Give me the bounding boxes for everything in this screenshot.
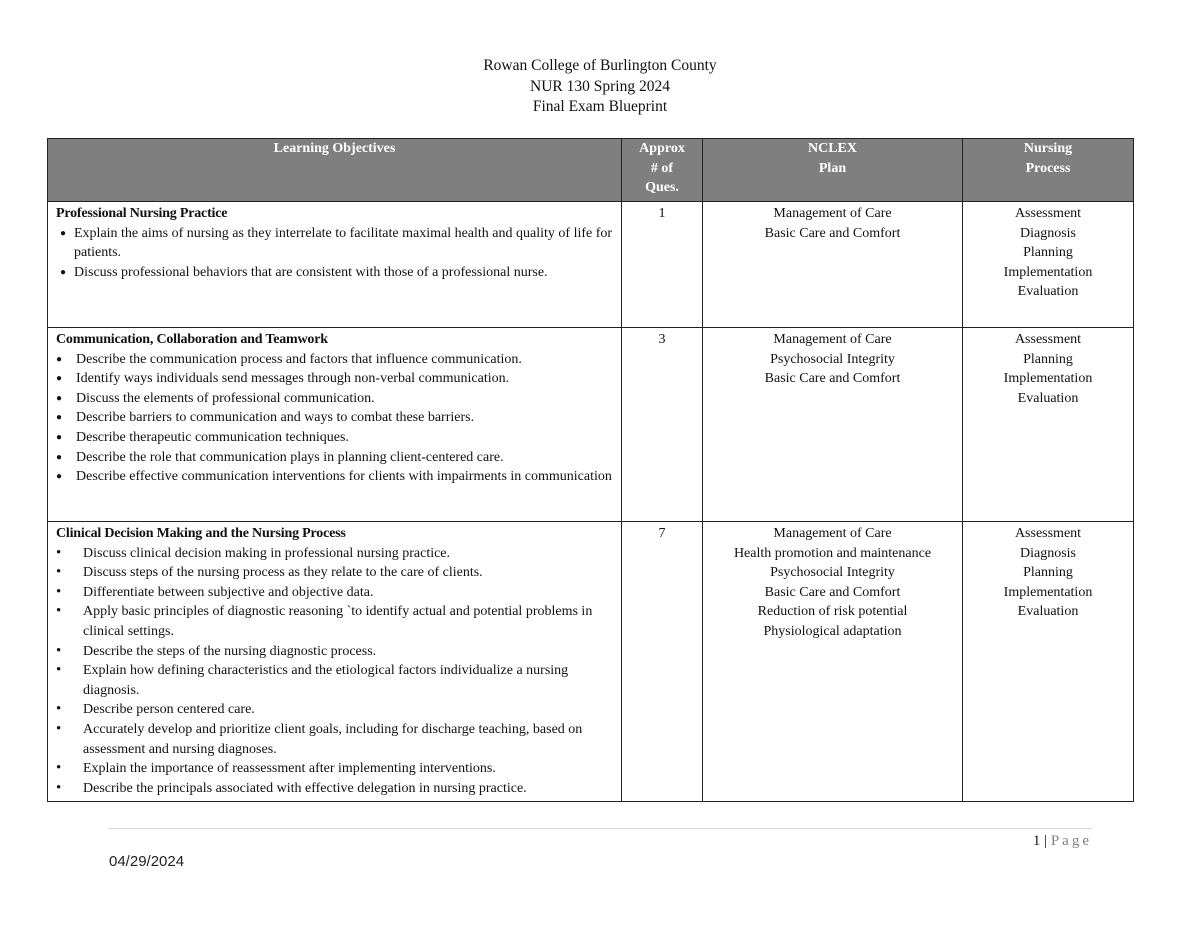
list-item: ● Identify ways individuals send messages through non-verbal communication.	[56, 369, 615, 389]
approx-questions-cell: 3	[622, 328, 703, 522]
nclex-item: Health promotion and maintenance	[733, 545, 932, 561]
process-item: Assessment	[1014, 332, 1082, 347]
header-learning-objectives: Learning Objectives	[48, 139, 622, 202]
table-row	[48, 522, 1134, 802]
process-item: Planning	[1023, 245, 1073, 261]
list-item: • Apply basic principles of diagnostic reasoning `to identify actual and potential problems in clinical settings.	[56, 602, 615, 641]
page-label: Page	[1050, 833, 1092, 849]
nclex-plan-cell	[703, 202, 963, 328]
process-item: Assessment	[1014, 526, 1082, 541]
nclex-item: Management of Care	[773, 526, 892, 541]
process-item: Evaluation	[1017, 604, 1079, 620]
nclex-item: Physiological adaptation	[763, 623, 902, 639]
header-approx-line1: Approx	[639, 141, 685, 156]
list-item: ● Describe therapeutic communication techniques.	[56, 428, 615, 448]
section-title: Professional Nursing Practice	[56, 206, 228, 221]
process-item: Implementation	[1003, 584, 1093, 600]
list-item: • Describe the principals associated with effective delegation in nursing practice.	[56, 779, 615, 799]
process-item: Evaluation	[1017, 284, 1079, 300]
nclex-item: Reduction of risk potential	[757, 604, 908, 620]
nclex-item: Basic Care and Comfort	[764, 584, 901, 600]
list-item: ● Explain the aims of nursing as they interrelate to facilitate maximal health and quality of life for patients.	[56, 224, 615, 263]
footer-date: 04/29/2024	[109, 853, 185, 870]
list-item: • Discuss clinical decision making in professional nursing practice.	[56, 544, 615, 564]
process-item: Planning	[1023, 351, 1073, 367]
footer-divider	[108, 828, 1093, 829]
list-item: ● Discuss the elements of professional communication.	[56, 389, 615, 409]
exam-blueprint-table	[47, 138, 1134, 802]
list-item: • Explain how defining characteristics and the etiological factors individualize a nursing diagnosis.	[56, 661, 615, 700]
objective-list	[56, 224, 615, 283]
process-item: Assessment	[1014, 206, 1082, 221]
list-item: • Describe person centered care.	[56, 700, 615, 720]
list-item: ● Describe the role that communication plays in planning client-centered care.	[56, 448, 615, 468]
list-item: ● Describe the communication process and factors that influence communication.	[56, 350, 615, 370]
college-name: Rowan College of Burlington County	[483, 57, 717, 74]
process-item: Planning	[1023, 565, 1073, 581]
course-title: NUR 130 Spring 2024	[530, 77, 670, 95]
header-approx-line3: Ques.	[645, 180, 679, 196]
page-number-separator: |	[1044, 833, 1048, 849]
approx-questions-cell: 7	[622, 522, 703, 802]
nursing-process-cell	[963, 328, 1134, 522]
process-item: Diagnosis	[1020, 545, 1076, 561]
objectives-cell	[48, 328, 622, 522]
nclex-item: Psychosocial Integrity	[770, 351, 895, 367]
header-process-line2: Process	[1025, 160, 1071, 176]
nclex-plan-cell	[703, 522, 963, 802]
nursing-process-cell	[963, 522, 1134, 802]
process-item: Implementation	[1003, 371, 1093, 387]
section-title: Clinical Decision Making and the Nursing Process	[56, 526, 346, 541]
header-nclex-plan	[703, 139, 963, 202]
process-item: Diagnosis	[1020, 225, 1076, 241]
header-approx-line2: # of	[650, 160, 674, 176]
objectives-cell	[48, 522, 622, 802]
approx-questions-cell: 1	[622, 202, 703, 328]
document-header	[0, 56, 1200, 118]
list-item: • Describe the steps of the nursing diagnostic process.	[56, 642, 615, 662]
page-number	[1033, 833, 1092, 850]
nclex-item: Basic Care and Comfort	[764, 225, 901, 241]
process-item: Implementation	[1003, 264, 1093, 280]
header-nclex-line1: NCLEX	[807, 141, 857, 156]
list-item: ● Describe barriers to communication and ways to combat these barriers.	[56, 408, 615, 428]
header-nursing-process	[963, 139, 1134, 202]
objective-list	[56, 350, 615, 487]
list-item: • Explain the importance of reassessment after implementing interventions.	[56, 759, 615, 779]
list-item: • Accurately develop and prioritize client goals, including for discharge teaching, based on assessment and nursing diagnoses.	[56, 720, 615, 759]
header-approx-questions	[622, 139, 703, 202]
header-process-line1: Nursing	[1023, 141, 1073, 156]
list-item: • Discuss steps of the nursing process as they relate to the care of clients.	[56, 563, 615, 583]
list-item: ● Discuss professional behaviors that are consistent with those of a professional nurse.	[56, 263, 615, 283]
list-item: ● Describe effective communication interventions for clients with impairments in communication	[56, 467, 615, 487]
document-title: Final Exam Blueprint	[532, 98, 668, 115]
nclex-item: Basic Care and Comfort	[764, 371, 901, 387]
nclex-item: Psychosocial Integrity	[770, 565, 895, 581]
header-nclex-line2: Plan	[818, 160, 847, 176]
nclex-item: Management of Care	[773, 332, 892, 347]
process-item: Evaluation	[1017, 390, 1079, 406]
table-header-row	[48, 139, 1134, 202]
table-row	[48, 202, 1134, 328]
section-title: Communication, Collaboration and Teamwork	[56, 332, 328, 347]
nclex-item: Management of Care	[773, 206, 892, 221]
objectives-cell	[48, 202, 622, 328]
nursing-process-cell	[963, 202, 1134, 328]
objective-list	[56, 544, 615, 799]
nclex-plan-cell	[703, 328, 963, 522]
table-row	[48, 328, 1134, 522]
list-item: • Differentiate between subjective and objective data.	[56, 583, 615, 603]
page-number-value: 1	[1032, 833, 1041, 849]
